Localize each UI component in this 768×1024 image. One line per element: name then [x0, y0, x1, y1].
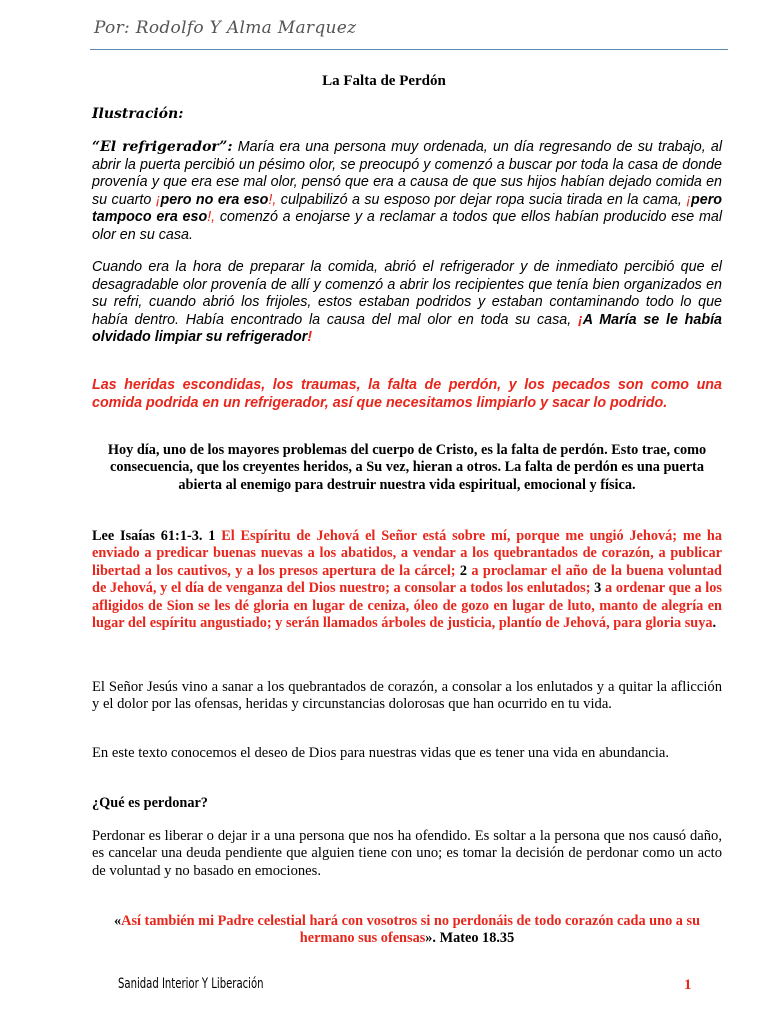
paragraph-lead: “El refrigerador”: [92, 139, 233, 155]
paragraph-text: María era una persona muy ordenada, un día regresando de su trabajo, al abrir la puerta percibió un pésimo olor, se preocupó y comenzó a buscar por toda la casa de donde provenía y que era ese mal olor, pensó que era a causa de que sus hijos habían dejado comida en su cuarto [92, 139, 722, 208]
bold-text: pero no era eso [160, 191, 269, 208]
verse-number: 3 [590, 580, 606, 597]
verse-number: 1 [202, 528, 222, 544]
verse-text: a ordenar que a los afligidos de Sion se les dé gloria en lugar de ceniza, óleo de gozo en lugar de luto, manto de alegría en lugar del espíritu angustiado; y serán llamados árboles de justicia, plantío de Jehová, para gloria suya [92, 580, 722, 632]
heading-que-es-perdonar: ¿Qué es perdonar? [92, 795, 208, 811]
page-title: La Falta de Perdón [322, 73, 446, 89]
quote-mark: « [113, 913, 122, 929]
bold-text: pero tampoco era eso [92, 191, 722, 226]
paragraph-heridas: Las heridas escondidas, los traumas, la falta de perdón, y los pecados son como una comida podrida en un refrigerador, así que necesitamos limpiarlo y sacar lo podrido. [92, 377, 722, 411]
red-text: ! [307, 329, 313, 346]
quote-text: Así también mi Padre celestial hará con vosotros si no perdonáis de todo corazón cada uno a su hermano sus ofensas [121, 913, 701, 947]
paragraph-refrigerador [92, 139, 722, 245]
verse-text: a proclamar el año de la buena voluntad de Jehová, y el día de venganza del Dios nuestro; a consolar a todos los enlutados; [92, 562, 722, 597]
page-number: 1 [684, 977, 692, 993]
paragraph-hoy-dia: Hoy día, uno de los mayores problemas del cuerpo de Cristo, es la falta de perdón. Esto trae, como consecuencia, que los creyentes heridos, a Su vez, hieran a otros. La falta de perdón es una puerta abierta al enemigo para destruir nuestra vida espiritual, emocional y física. [107, 442, 707, 493]
red-text: ¡ [686, 191, 692, 208]
paragraph-senor-jesus: El Señor Jesús vino a sanar a los quebrantados de corazón, a consolar a los enlutados y a quitar la aflicción y el dolor por las ofensas, heridas y circunstancias dolorosas que han ocurrido en tu vida. [92, 679, 722, 713]
paragraph-abundancia: En este texto conocemos el deseo de Dios para nuestras vidas que es tener una vida en abundancia. [92, 745, 670, 761]
red-text: !, [268, 191, 277, 208]
verse-number: 2 [455, 562, 472, 579]
footer-title: Sanidad Interior Y Liberación [118, 976, 264, 992]
paragraph-isaias [92, 528, 722, 632]
paragraph-text: comenzó a enojarse y a reclamar a todos que ellos habían producido ese mal olor en su casa. [92, 209, 722, 243]
paragraph-comida [92, 259, 722, 347]
red-text: ¡ [155, 191, 161, 208]
illustration-label: Ilustración: [92, 106, 184, 122]
verse-text: El Espíritu de Jehová el Señor está sobre mí, porque me ungió Jehová; me ha enviado a predicar buenas nuevas a los abatidos, a vendar a los quebrantados de corazón, a publicar libertad a los cautivos, y a los presos apertura de la cárcel; [92, 528, 722, 579]
paragraph-text: culpabilizó a su esposo por dejar ropa sucia tirada en la cama, [276, 191, 687, 208]
quote-mateo [96, 913, 718, 948]
header-author: Por: Rodolfo Y Alma Marquez [94, 18, 357, 38]
red-text: !, [207, 209, 216, 226]
bold-text: A María se le había olvidado limpiar su refrigerador [92, 311, 722, 346]
paragraph-text: Cuando era la hora de preparar la comida, abrió el refrigerador y de inmediato percibió que el desagradable olor provenía de allí y comenzó a abrir los recipientes que tenía bien organizados en su refri, cuando abrió los frijoles, estos estaban podridos y estaban contaminando todo lo que había dentro. Había encontrado la causa del mal olor en toda su casa, [92, 259, 722, 328]
verse-reference: Lee Isaías 61:1-3. [92, 528, 203, 544]
verse-end: . [712, 615, 717, 632]
paragraph-perdonar: Perdonar es liberar o dejar ir a una persona que nos ha ofendido. Es soltar a la persona que nos causó daño, es cancelar una deuda pendiente que alguien tiene con uno; es tomar la decisión de perdonar como un acto de voluntad y no basado en emociones. [92, 828, 722, 879]
quote-reference: ». Mateo 18.35 [425, 930, 515, 947]
header-rule [90, 49, 728, 50]
red-text: ¡ [577, 311, 583, 328]
